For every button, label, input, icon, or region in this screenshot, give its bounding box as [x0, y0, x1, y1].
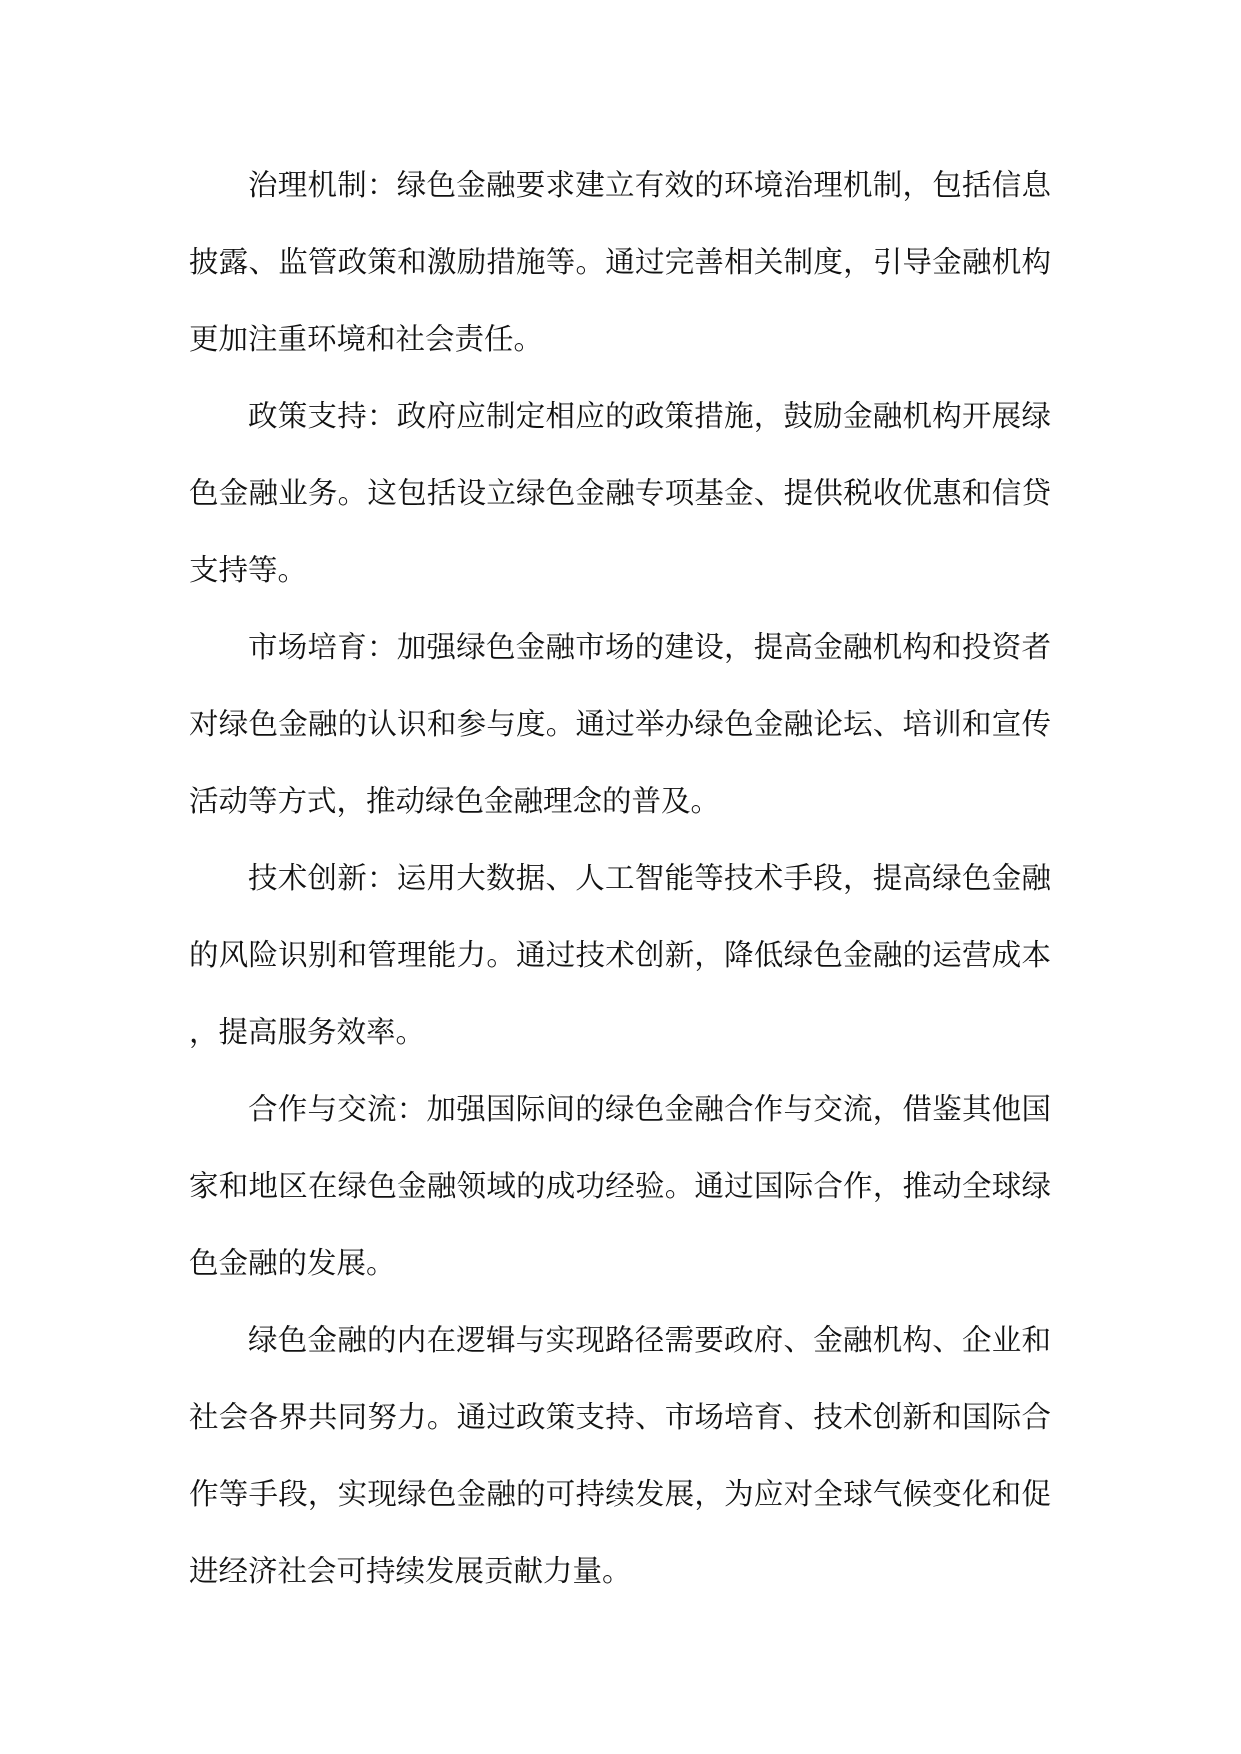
- paragraph-market-cultivation: 市场培育：加强绿色金融市场的建设，提高金融机构和投资者对绿色金融的认识和参与度。通过举办绿色金融论坛、培训和宣传活动等方式，推动绿色金融理念的普及。: [189, 630, 1051, 818]
- paragraph-governance-mechanism: 治理机制：绿色金融要求建立有效的环境治理机制，包括信息披露、监管政策和激励措施等。通过完善相关制度，引导金融机构更加注重环境和社会责任。: [189, 168, 1051, 356]
- body-text: [189, 147, 1051, 1610]
- paragraph-policy-support: 政策支持：政府应制定相应的政策措施，鼓励金融机构开展绿色金融业务。这包括设立绿色金融专项基金、提供税收优惠和信贷支持等。: [189, 399, 1051, 587]
- paragraph-conclusion: 绿色金融的内在逻辑与实现路径需要政府、金融机构、企业和社会各界共同努力。通过政策支持、市场培育、技术创新和国际合作等手段，实现绿色金融的可持续发展，为应对全球气候变化和促进经济社会可持续发展贡献力量。: [189, 1323, 1051, 1588]
- paragraph-technology-innovation: 技术创新：运用大数据、人工智能等技术手段，提高绿色金融的风险识别和管理能力。通过技术创新，降低绿色金融的运营成本，提高服务效率。: [189, 861, 1051, 1049]
- paragraph-cooperation-exchange: 合作与交流：加强国际间的绿色金融合作与交流，借鉴其他国家和地区在绿色金融领域的成功经验。通过国际合作，推动全球绿色金融的发展。: [189, 1092, 1051, 1280]
